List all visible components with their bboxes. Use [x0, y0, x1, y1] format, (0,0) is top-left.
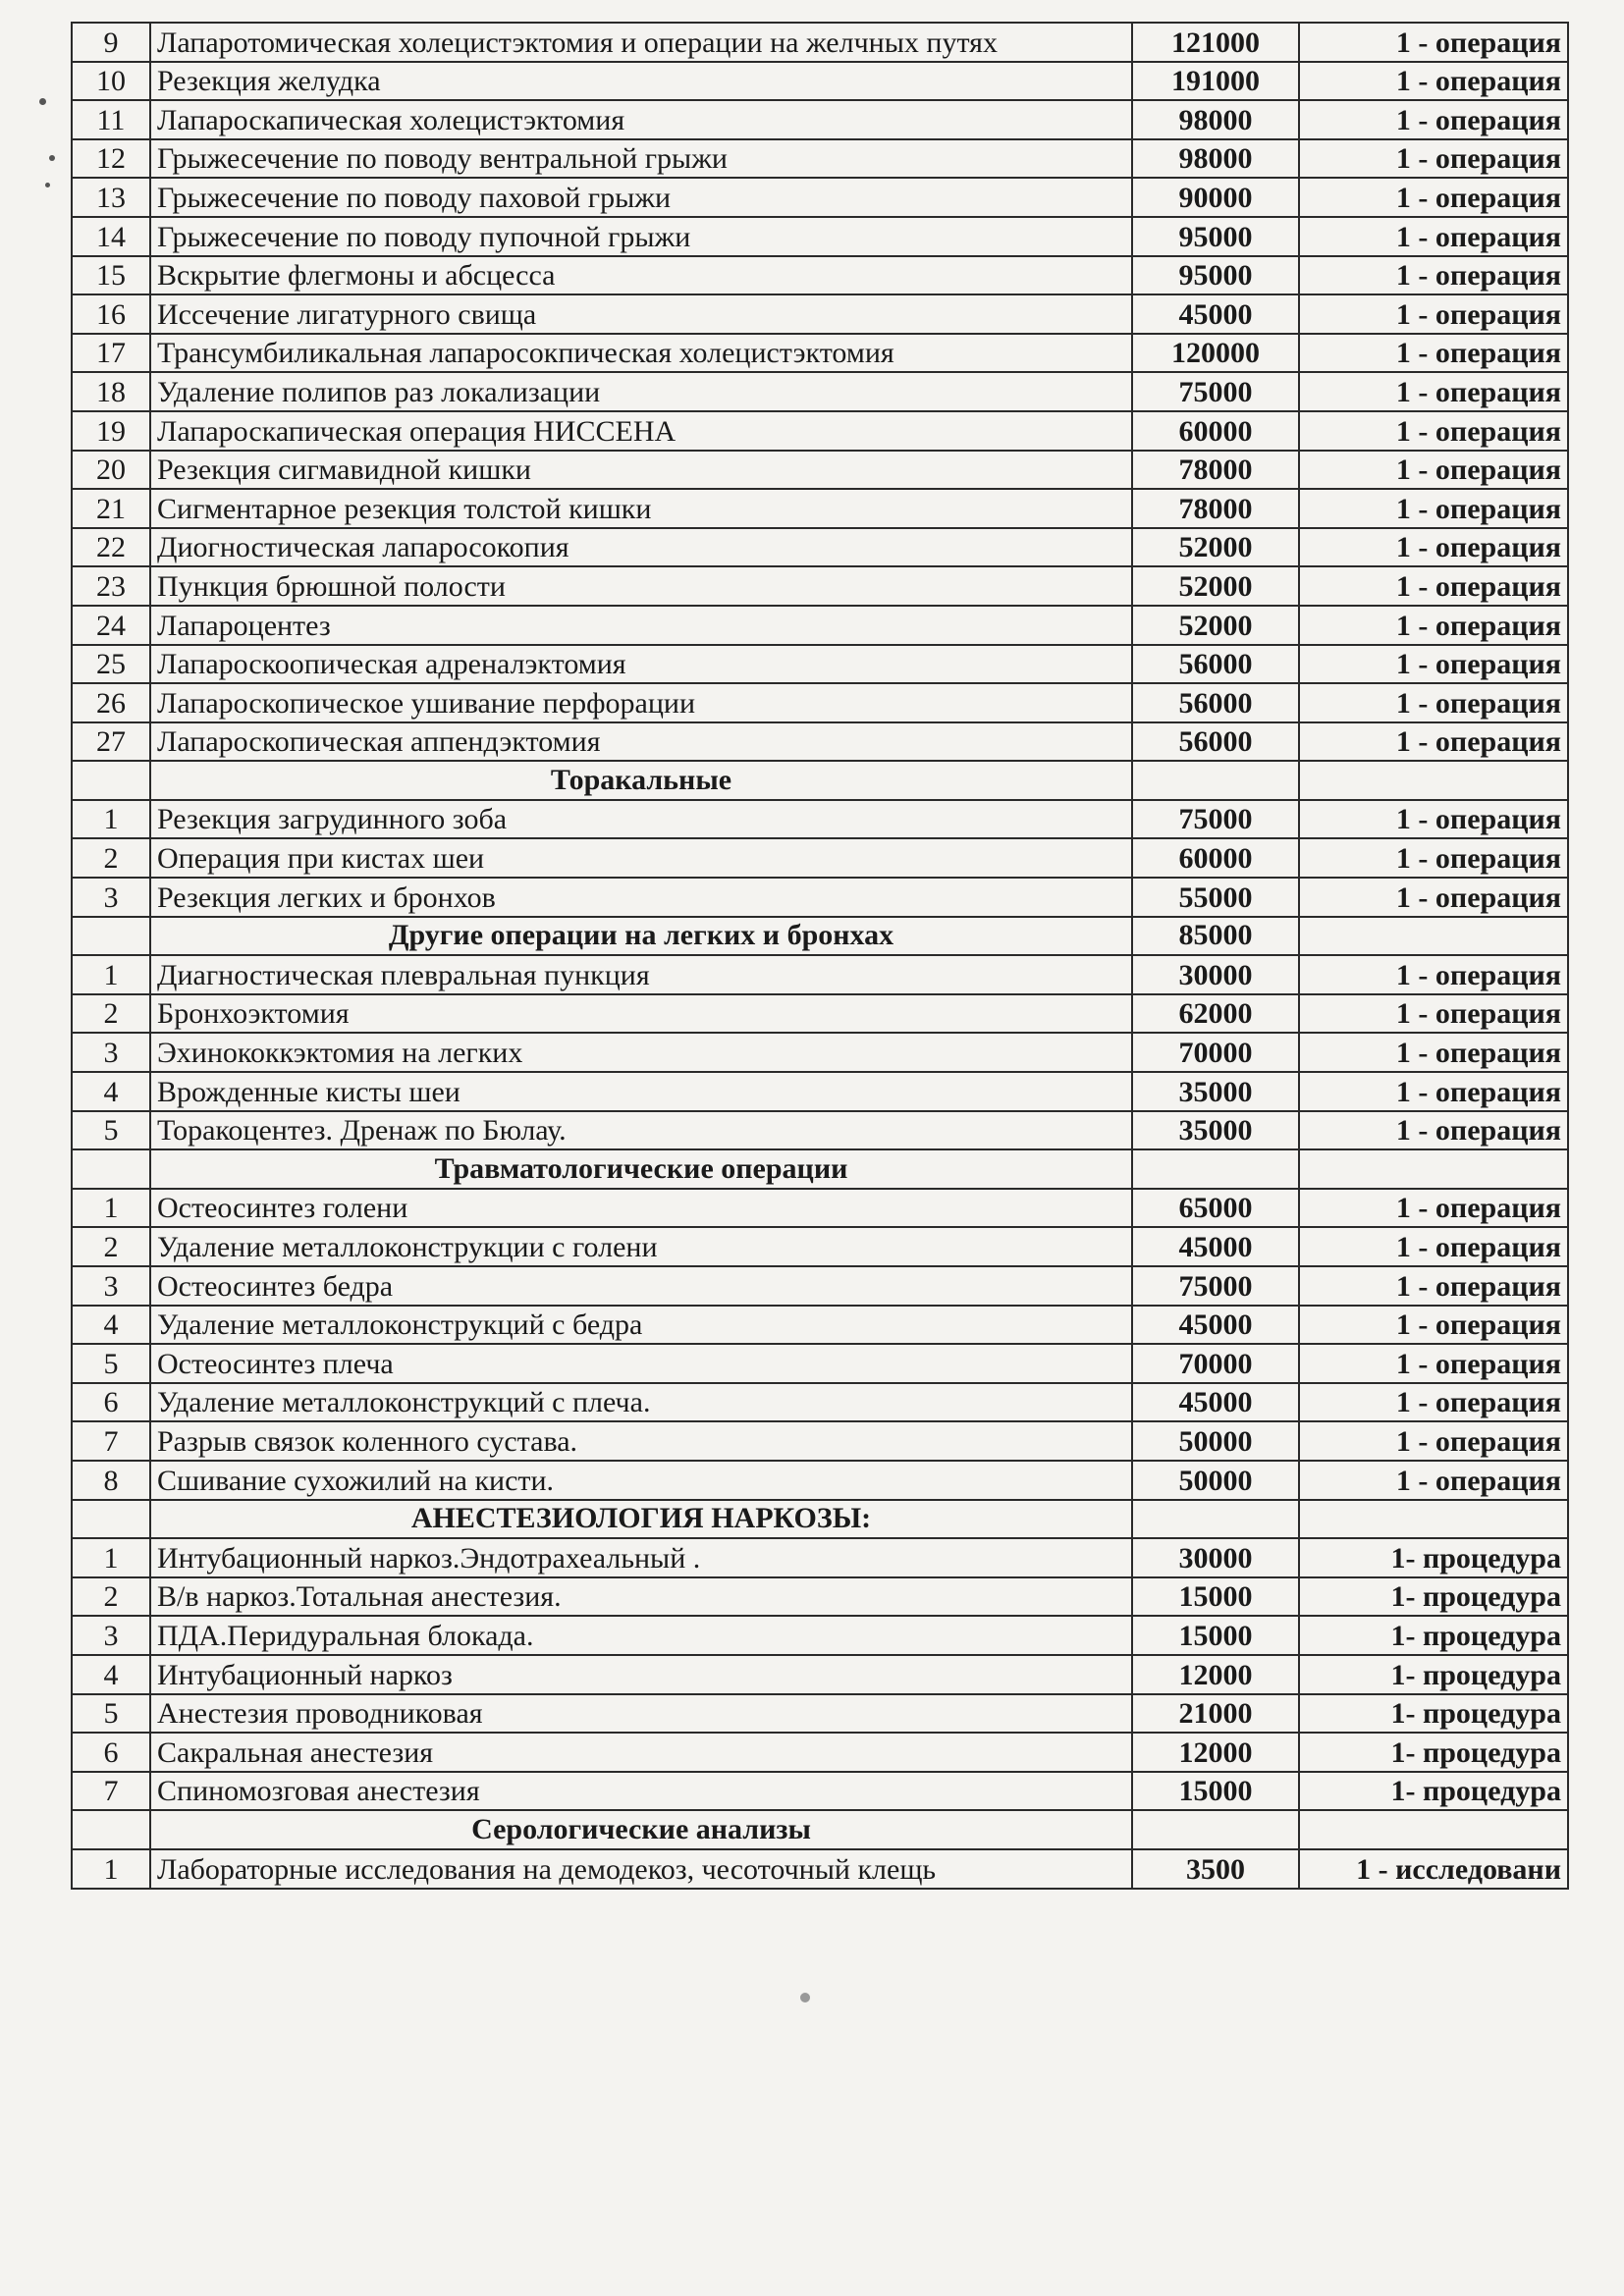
- service-unit: 1 - операция: [1299, 800, 1568, 839]
- table-row: [72, 955, 1568, 994]
- section-title: Травматологические операции: [150, 1149, 1132, 1189]
- service-price: 75000: [1132, 800, 1299, 839]
- service-price: 78000: [1132, 451, 1299, 490]
- scan-speck: [800, 1993, 810, 2002]
- service-unit: 1 - операция: [1299, 1461, 1568, 1500]
- service-price: 56000: [1132, 683, 1299, 722]
- table-row: [72, 838, 1568, 878]
- row-number: 26: [72, 683, 150, 722]
- row-number: 2: [72, 1227, 150, 1266]
- table-row: [72, 1849, 1568, 1889]
- row-number: 5: [72, 1694, 150, 1734]
- table-row: [72, 100, 1568, 139]
- section-title: Серологические анализы: [150, 1810, 1132, 1849]
- service-price: 15000: [1132, 1616, 1299, 1655]
- service-name: Лапароскопическая аппендэктомия: [150, 722, 1132, 762]
- row-number: 3: [72, 1033, 150, 1072]
- service-unit: 1 - операция: [1299, 217, 1568, 256]
- service-unit: 1- процедура: [1299, 1733, 1568, 1772]
- row-number: 19: [72, 411, 150, 451]
- service-name: Спиномозговая анестезия: [150, 1772, 1132, 1811]
- service-price: 45000: [1132, 294, 1299, 334]
- service-name: Операция при кистах шеи: [150, 838, 1132, 878]
- section-header-row: [72, 1149, 1568, 1189]
- service-name: Бронхоэктомия: [150, 994, 1132, 1034]
- row-number: 3: [72, 1266, 150, 1306]
- service-name: Грыжесечение по поводу паховой грыжи: [150, 178, 1132, 217]
- section-unit-cell: [1299, 761, 1568, 800]
- row-number: 27: [72, 722, 150, 762]
- service-unit: 1 - операция: [1299, 838, 1568, 878]
- service-unit: 1- процедура: [1299, 1694, 1568, 1734]
- table-row: [72, 1616, 1568, 1655]
- service-name: Лапароцентез: [150, 606, 1132, 645]
- service-unit: 1 - операция: [1299, 1266, 1568, 1306]
- row-number: 1: [72, 800, 150, 839]
- table-row: [72, 1421, 1568, 1461]
- table-row: [72, 23, 1568, 62]
- service-name: Лапароскоопическая адреналэктомия: [150, 645, 1132, 684]
- service-name: Резекция сигмавидной кишки: [150, 451, 1132, 490]
- service-unit: 1 - операция: [1299, 100, 1568, 139]
- service-name: Удаление металлоконструкции с голени: [150, 1227, 1132, 1266]
- service-price: 60000: [1132, 838, 1299, 878]
- service-unit: 1- процедура: [1299, 1655, 1568, 1694]
- service-price: 56000: [1132, 645, 1299, 684]
- service-name: Остеосинтез плеча: [150, 1344, 1132, 1383]
- table-row: [72, 1189, 1568, 1228]
- table-row: [72, 451, 1568, 490]
- service-name: Лапароскапическая операция НИССЕНА: [150, 411, 1132, 451]
- table-row: [72, 606, 1568, 645]
- service-name: Лапаротомическая холецистэктомия и операции на желчных путях: [150, 23, 1132, 62]
- table-row: [72, 1383, 1568, 1422]
- section-num-cell: [72, 1810, 150, 1849]
- service-name: Удаление металлоконструкций с плеча.: [150, 1383, 1132, 1422]
- service-price: 35000: [1132, 1111, 1299, 1150]
- service-unit: 1 - операция: [1299, 878, 1568, 917]
- price-table: [71, 22, 1569, 1890]
- table-row: [72, 683, 1568, 722]
- row-number: 11: [72, 100, 150, 139]
- row-number: 18: [72, 372, 150, 411]
- service-price: 75000: [1132, 1266, 1299, 1306]
- service-unit: 1 - операция: [1299, 722, 1568, 762]
- section-title: АНЕСТЕЗИОЛОГИЯ НАРКОЗЫ:: [150, 1500, 1132, 1539]
- service-unit: 1 - операция: [1299, 606, 1568, 645]
- row-number: 10: [72, 62, 150, 101]
- row-number: 1: [72, 955, 150, 994]
- table-row: [72, 722, 1568, 762]
- row-number: 1: [72, 1849, 150, 1889]
- table-row: [72, 1266, 1568, 1306]
- service-name: Интубационный наркоз.Эндотрахеальный .: [150, 1538, 1132, 1577]
- service-name: Грыжесечение по поводу вентральной грыжи: [150, 139, 1132, 179]
- row-number: 1: [72, 1189, 150, 1228]
- service-unit: 1 - операция: [1299, 23, 1568, 62]
- service-price: 60000: [1132, 411, 1299, 451]
- service-unit: 1 - операция: [1299, 294, 1568, 334]
- section-num-cell: [72, 761, 150, 800]
- service-unit: 1 - операция: [1299, 566, 1568, 606]
- table-row: [72, 1772, 1568, 1811]
- service-price: 55000: [1132, 878, 1299, 917]
- service-unit: 1 - операция: [1299, 1111, 1568, 1150]
- service-name: Лабораторные исследования на демодекоз, чесоточный клещь: [150, 1849, 1132, 1889]
- service-price: 62000: [1132, 994, 1299, 1034]
- service-unit: 1 - операция: [1299, 411, 1568, 451]
- row-number: 7: [72, 1772, 150, 1811]
- service-price: 120000: [1132, 334, 1299, 373]
- service-name: ПДА.Перидуральная блокада.: [150, 1616, 1132, 1655]
- service-price: 12000: [1132, 1655, 1299, 1694]
- price-list-sheet: [71, 22, 1567, 1890]
- table-row: [72, 372, 1568, 411]
- table-row: [72, 139, 1568, 179]
- table-row: [72, 994, 1568, 1034]
- service-name: Анестезия проводниковая: [150, 1694, 1132, 1734]
- row-number: 12: [72, 139, 150, 179]
- row-number: 2: [72, 994, 150, 1034]
- service-name: Диогностическая лапаросокопия: [150, 528, 1132, 567]
- service-name: Разрыв связок коленного сустава.: [150, 1421, 1132, 1461]
- service-unit: 1 - операция: [1299, 1306, 1568, 1345]
- service-unit: 1- процедура: [1299, 1538, 1568, 1577]
- row-number: 24: [72, 606, 150, 645]
- service-price: 78000: [1132, 489, 1299, 528]
- service-unit: 1 - операция: [1299, 1033, 1568, 1072]
- service-price: 95000: [1132, 217, 1299, 256]
- service-name: Врожденные кисты шеи: [150, 1072, 1132, 1111]
- section-unit-cell: [1299, 1149, 1568, 1189]
- scan-speck: [49, 155, 55, 161]
- service-unit: 1 - операция: [1299, 683, 1568, 722]
- service-unit: 1 - операция: [1299, 139, 1568, 179]
- service-unit: 1 - операция: [1299, 1383, 1568, 1422]
- service-price: 30000: [1132, 955, 1299, 994]
- table-row: [72, 411, 1568, 451]
- service-name: Сшивание сухожилий на кисти.: [150, 1461, 1132, 1500]
- service-price: 52000: [1132, 566, 1299, 606]
- table-row: [72, 294, 1568, 334]
- service-price: 35000: [1132, 1072, 1299, 1111]
- service-unit: 1- процедура: [1299, 1772, 1568, 1811]
- row-number: 4: [72, 1072, 150, 1111]
- service-price: 45000: [1132, 1306, 1299, 1345]
- service-price: 98000: [1132, 100, 1299, 139]
- service-unit: 1 - операция: [1299, 1189, 1568, 1228]
- service-price: 15000: [1132, 1577, 1299, 1617]
- section-num-cell: [72, 1149, 150, 1189]
- service-name: Трансумбиликальная лапаросокпическая холецистэктомия: [150, 334, 1132, 373]
- row-number: 22: [72, 528, 150, 567]
- service-unit: 1 - операция: [1299, 1344, 1568, 1383]
- table-row: [72, 62, 1568, 101]
- service-name: Сигментарное резекция толстой кишки: [150, 489, 1132, 528]
- row-number: 15: [72, 256, 150, 295]
- table-row: [72, 1227, 1568, 1266]
- table-row: [72, 1111, 1568, 1150]
- row-number: 23: [72, 566, 150, 606]
- service-name: Остеосинтез бедра: [150, 1266, 1132, 1306]
- row-number: 4: [72, 1655, 150, 1694]
- row-number: 6: [72, 1383, 150, 1422]
- table-row: [72, 1577, 1568, 1617]
- service-price: 30000: [1132, 1538, 1299, 1577]
- service-price: 65000: [1132, 1189, 1299, 1228]
- section-header-row: [72, 917, 1568, 956]
- service-name: Торакоцентез. Дренаж по Бюлау.: [150, 1111, 1132, 1150]
- service-name: Резекция легких и бронхов: [150, 878, 1132, 917]
- table-row: [72, 1344, 1568, 1383]
- service-price: 70000: [1132, 1033, 1299, 1072]
- service-unit: 1 - операция: [1299, 1227, 1568, 1266]
- row-number: 17: [72, 334, 150, 373]
- service-name: В/в наркоз.Тотальная анестезия.: [150, 1577, 1132, 1617]
- service-unit: 1 - операция: [1299, 256, 1568, 295]
- table-row: [72, 528, 1568, 567]
- scan-speck: [45, 183, 50, 187]
- service-unit: 1 - операция: [1299, 451, 1568, 490]
- service-name: Грыжесечение по поводу пупочной грыжи: [150, 217, 1132, 256]
- table-row: [72, 489, 1568, 528]
- row-number: 20: [72, 451, 150, 490]
- section-unit-cell: [1299, 917, 1568, 956]
- service-price: 191000: [1132, 62, 1299, 101]
- section-title: Другие операции на легких и бронхах: [150, 917, 1132, 956]
- table-row: [72, 1655, 1568, 1694]
- service-name: Удаление полипов раз локализации: [150, 372, 1132, 411]
- row-number: 3: [72, 1616, 150, 1655]
- service-unit: 1 - операция: [1299, 372, 1568, 411]
- service-unit: 1 - операция: [1299, 1421, 1568, 1461]
- section-unit-cell: [1299, 1500, 1568, 1539]
- section-num-cell: [72, 917, 150, 956]
- row-number: 1: [72, 1538, 150, 1577]
- service-unit: 1 - операция: [1299, 955, 1568, 994]
- row-number: 5: [72, 1111, 150, 1150]
- row-number: 21: [72, 489, 150, 528]
- service-name: Вскрытие флегмоны и абсцесса: [150, 256, 1132, 295]
- table-row: [72, 1072, 1568, 1111]
- service-unit: 1- процедура: [1299, 1616, 1568, 1655]
- service-unit: 1 - операция: [1299, 645, 1568, 684]
- service-price: 45000: [1132, 1383, 1299, 1422]
- row-number: 4: [72, 1306, 150, 1345]
- service-price: 70000: [1132, 1344, 1299, 1383]
- row-number: 14: [72, 217, 150, 256]
- section-header-row: [72, 1810, 1568, 1849]
- table-row: [72, 645, 1568, 684]
- table-row: [72, 1694, 1568, 1734]
- service-price: 90000: [1132, 178, 1299, 217]
- row-number: 9: [72, 23, 150, 62]
- service-unit: 1 - операция: [1299, 334, 1568, 373]
- section-price: [1132, 761, 1299, 800]
- service-price: 50000: [1132, 1421, 1299, 1461]
- service-name: Диагностическая плевральная пункция: [150, 955, 1132, 994]
- section-header-row: [72, 1500, 1568, 1539]
- section-price: 85000: [1132, 917, 1299, 956]
- row-number: 6: [72, 1733, 150, 1772]
- row-number: 25: [72, 645, 150, 684]
- service-unit: 1 - операция: [1299, 528, 1568, 567]
- service-name: Эхинококкэктомия на легких: [150, 1033, 1132, 1072]
- row-number: 3: [72, 878, 150, 917]
- table-row: [72, 1306, 1568, 1345]
- service-name: Иссечение лигатурного свища: [150, 294, 1132, 334]
- service-name: Лапароскопическое ушивание перфорации: [150, 683, 1132, 722]
- row-number: 7: [72, 1421, 150, 1461]
- service-price: 121000: [1132, 23, 1299, 62]
- service-price: 56000: [1132, 722, 1299, 762]
- section-num-cell: [72, 1500, 150, 1539]
- row-number: 2: [72, 838, 150, 878]
- service-name: Пункция брюшной полости: [150, 566, 1132, 606]
- table-row: [72, 878, 1568, 917]
- section-title: Торакальные: [150, 761, 1132, 800]
- table-row: [72, 178, 1568, 217]
- section-header-row: [72, 761, 1568, 800]
- service-price: 15000: [1132, 1772, 1299, 1811]
- service-price: 52000: [1132, 528, 1299, 567]
- service-price: 45000: [1132, 1227, 1299, 1266]
- section-unit-cell: [1299, 1810, 1568, 1849]
- row-number: 2: [72, 1577, 150, 1617]
- service-unit: 1 - операция: [1299, 489, 1568, 528]
- service-unit: 1 - исследовани: [1299, 1849, 1568, 1889]
- section-price: [1132, 1500, 1299, 1539]
- row-number: 5: [72, 1344, 150, 1383]
- table-row: [72, 1033, 1568, 1072]
- price-table-body: [72, 23, 1568, 1889]
- service-price: 52000: [1132, 606, 1299, 645]
- service-unit: 1 - операция: [1299, 178, 1568, 217]
- table-row: [72, 1461, 1568, 1500]
- service-name: Резекция желудка: [150, 62, 1132, 101]
- table-row: [72, 256, 1568, 295]
- service-unit: 1 - операция: [1299, 1072, 1568, 1111]
- service-price: 3500: [1132, 1849, 1299, 1889]
- section-price: [1132, 1810, 1299, 1849]
- service-price: 75000: [1132, 372, 1299, 411]
- table-row: [72, 800, 1568, 839]
- table-row: [72, 566, 1568, 606]
- service-name: Лапароскапическая холецистэктомия: [150, 100, 1132, 139]
- service-price: 50000: [1132, 1461, 1299, 1500]
- table-row: [72, 1733, 1568, 1772]
- service-price: 12000: [1132, 1733, 1299, 1772]
- service-unit: 1 - операция: [1299, 62, 1568, 101]
- section-price: [1132, 1149, 1299, 1189]
- service-price: 21000: [1132, 1694, 1299, 1734]
- table-row: [72, 1538, 1568, 1577]
- service-name: Резекция загрудинного зоба: [150, 800, 1132, 839]
- service-unit: 1 - операция: [1299, 994, 1568, 1034]
- service-name: Удаление металлоконструкций с бедра: [150, 1306, 1132, 1345]
- row-number: 16: [72, 294, 150, 334]
- service-name: Сакральная анестезия: [150, 1733, 1132, 1772]
- service-price: 98000: [1132, 139, 1299, 179]
- table-row: [72, 334, 1568, 373]
- service-name: Интубационный наркоз: [150, 1655, 1132, 1694]
- row-number: 13: [72, 178, 150, 217]
- service-name: Остеосинтез голени: [150, 1189, 1132, 1228]
- service-unit: 1- процедура: [1299, 1577, 1568, 1617]
- table-row: [72, 217, 1568, 256]
- scan-speck: [39, 98, 46, 105]
- row-number: 8: [72, 1461, 150, 1500]
- service-price: 95000: [1132, 256, 1299, 295]
